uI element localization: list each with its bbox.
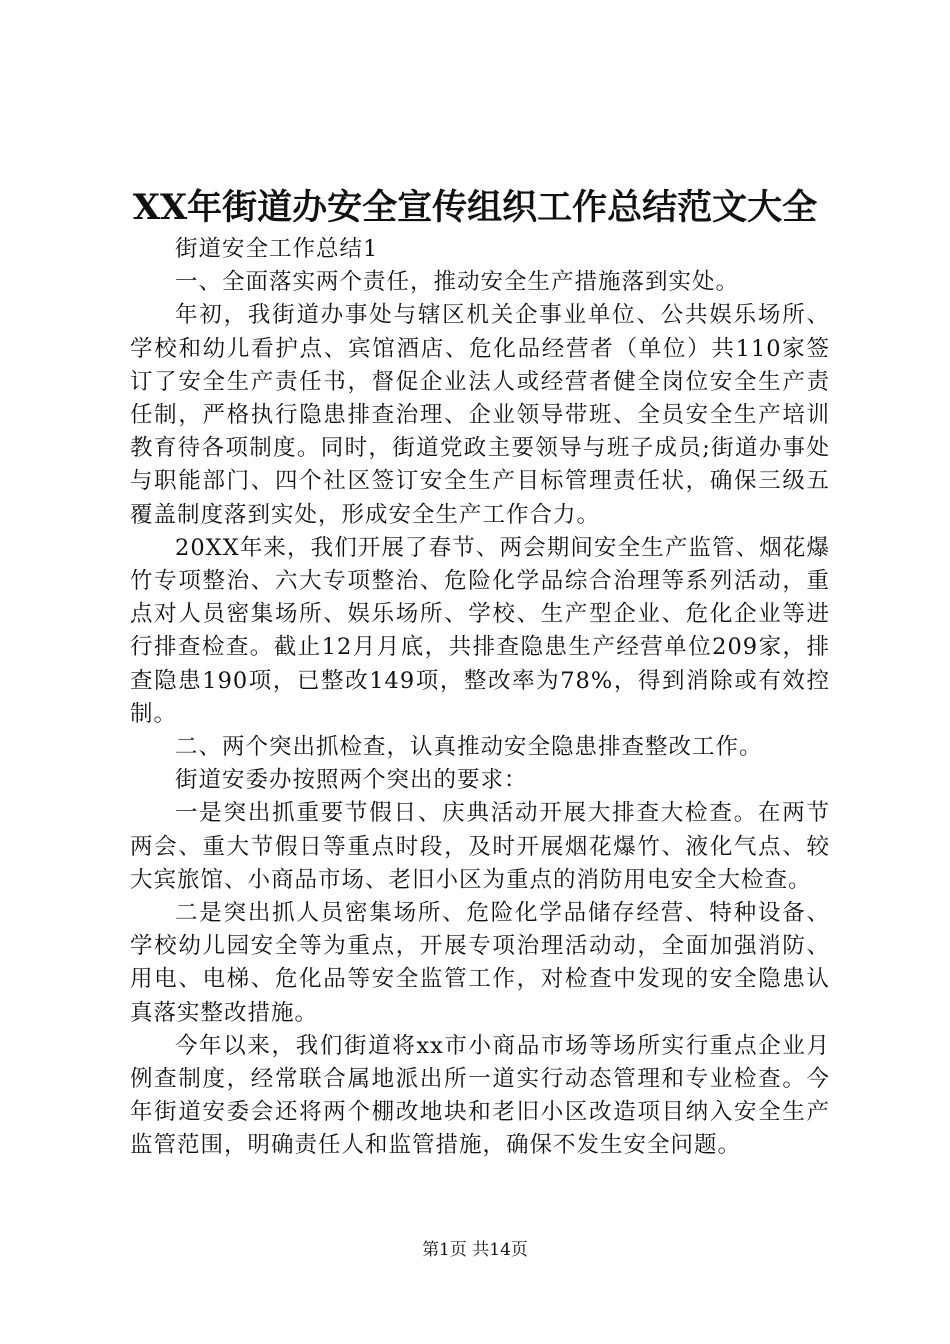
paragraph-heading-1: 一、全面落实两个责任，推动安全生产措施落到实处。 [175, 269, 740, 296]
paragraph: 二是突出抓人员密集场所、危险化学品储存经营、特种设备、学校幼儿园安全等为重点，开展专项治理活动动，全面加强消防、用电、电梯、危化品等安全监管工作，对检查中发现的安全隐患认真落实整改措施。 [130, 900, 830, 1026]
document-body [130, 233, 830, 1163]
document-title: XX年街道办安全宣传组织工作总结范文大全 [132, 187, 818, 228]
paragraph: 年初，我街道办事处与辖区机关企事业单位、公共娱乐场所、学校和幼儿看护点、宾馆酒店、危化品经营者（单位）共110家签订了安全生产责任书，督促企业法人或经营者健全岗位安全生产责任制，严格执行隐患排查治理、企业领导带班、全员安全生产培训教育待各项制度。同时，街道党政主要领导与班子成员;街道办事处与职能部门、四个社区签订安全生产目标管理责任状，确保三级五覆盖制度落到实处，形成安全生产工作合力。 [130, 302, 830, 528]
page-footer [0, 1238, 950, 1262]
paragraph: 20XX年来，我们开展了春节、两会期间安全生产监管、烟花爆竹专项整治、六大专项整治、危险化学品综合治理等系列活动，重点对人员密集场所、娱乐场所、学校、生产型企业、危化企业等进行排查检查。截止12月月底，共排查隐患生产经营单位209家，排查隐患190项，已整改149项，整改率为78%，得到消除或有效控制。 [130, 534, 830, 727]
page-number-indicator: 第1页 共14页 [422, 1240, 528, 1260]
paragraph: 一是突出抓重要节假日、庆典活动开展大排查大检查。在两节两会、重大节假日等重点时段，及时开展烟花爆竹、液化气点、较大宾旅馆、小商品市场、老旧小区为重点的消防用电安全大检查。 [130, 800, 830, 893]
paragraph: 今年以来，我们街道将xx市小商品市场等场所实行重点企业月例查制度，经常联合属地派出所一道实行动态管理和专业检查。今年街道安委会还将两个棚改地块和老旧小区改造项目纳入安全生产监管范围，明确责任人和监管措施，确保不发生安全问题。 [130, 1032, 830, 1159]
paragraph: 街道安委办按照两个突出的要求： [175, 767, 528, 794]
paragraph-section-heading: 街道安全工作总结1 [175, 236, 379, 262]
paragraph-heading-2: 二、两个突出抓检查，认真推动安全隐患排查整改工作。 [175, 734, 763, 761]
